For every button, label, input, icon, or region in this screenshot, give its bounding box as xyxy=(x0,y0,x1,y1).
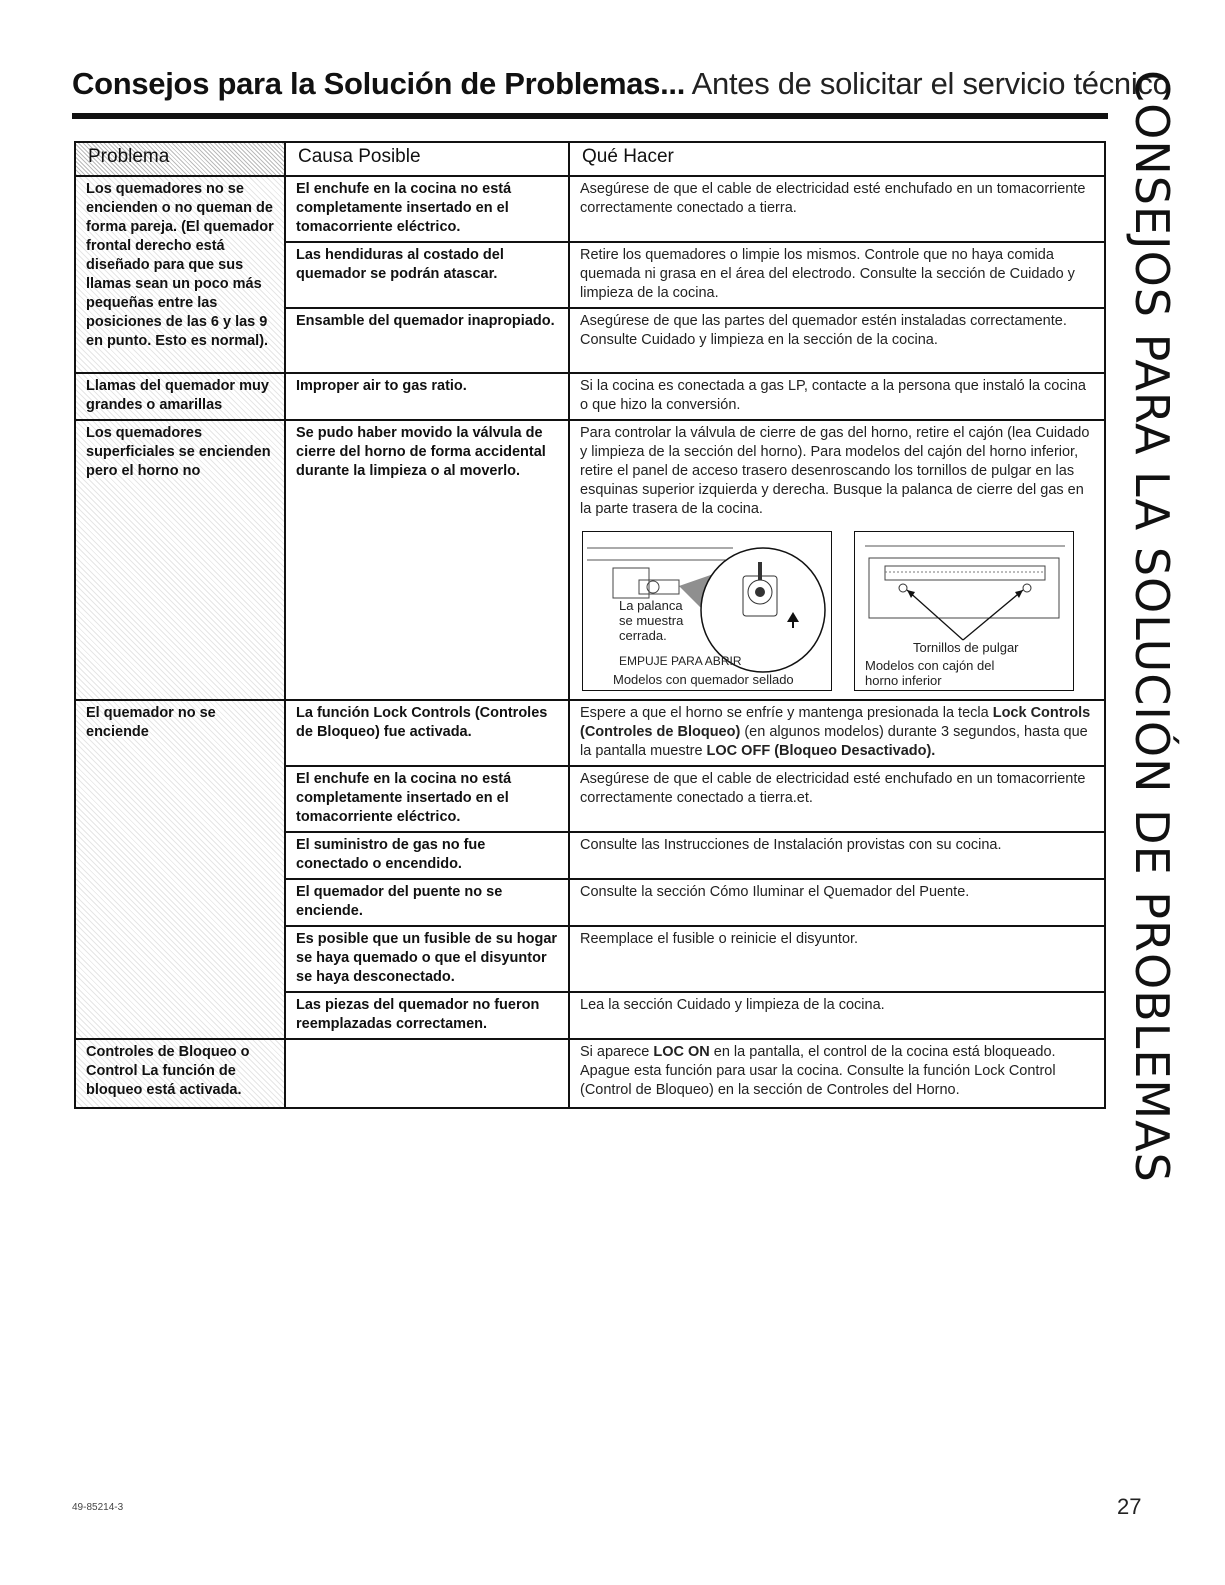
table-row xyxy=(75,176,1105,242)
lever-line-2: se muestra xyxy=(619,613,684,628)
table-row xyxy=(75,373,1105,420)
side-label-text: CONSEJOS PARA LA SOLUCIÓN DE PROBLEMAS xyxy=(1125,70,1179,1183)
title-light: Antes de solicitar el servicio técnico xyxy=(685,66,1170,101)
what-text: Para controlar la válvula de cierre de gas del horno, retire el cajón (lea Cuidado y limpieza de la sección del horno). Para modelos del cajón del horno inferior, retire el panel de acceso trasero desenroscando los tornillos de pulgar en las esquinas superior izquierda y derecha. Busque la palanca de cierre del gas en la parte trasera de la cocina. xyxy=(580,425,1090,517)
push-caption: EMPUJE PARA ABRIR xyxy=(619,654,742,668)
header-problem: Problema xyxy=(75,142,285,176)
cause-cell: El quemador del puente no se enciende. xyxy=(285,879,569,926)
document-code: 49-85214-3 xyxy=(72,1502,124,1513)
screws-caption: Tornillos de pulgar xyxy=(913,640,1019,655)
what-bold: Lock Controls (Controles de Bloqueo) xyxy=(580,705,1091,740)
troubleshooting-table xyxy=(74,141,1106,1109)
cause-cell: Se pudo haber movido la válvula de cierre del horno de forma accidental durante la limpieza o al moverlo. xyxy=(285,420,569,700)
what-cell xyxy=(569,700,1105,766)
drawer-models-caption xyxy=(865,658,994,688)
header-what: Qué Hacer xyxy=(569,142,1105,176)
what-text: Si aparece xyxy=(580,1044,654,1060)
cause-cell: La función Lock Controls (Controles de Bloqueo) fue activada. xyxy=(285,700,569,766)
what-text: en la pantalla, el control de la cocina está bloqueado. Apague esta función para usar la cocina. Consulte la función Lock Control (Control de Bloqueo) en la sección de Controles del Horno. xyxy=(580,1044,1056,1098)
what-cell: Asegúrese de que el cable de electricidad esté enchufado en un tomacorriente correctamente conectado a tierra. xyxy=(569,176,1105,242)
cause-cell: El enchufe en la cocina no está completamente insertado en el tomacorriente eléctrico. xyxy=(285,766,569,832)
cause-cell: Es posible que un fusible de su hogar se haya quemado o que el disyuntor se haya desconectado. xyxy=(285,926,569,992)
what-cell: Retire los quemadores o limpie los mismos. Controle que no haya comida quemada ni grasa en el área del electrodo. Consulte la sección de Cuidado y limpieza de la cocina. xyxy=(569,242,1105,308)
what-cell xyxy=(569,1039,1105,1108)
header-cause: Causa Posible xyxy=(285,142,569,176)
drawer-models-line-1: Modelos con cajón del xyxy=(865,658,995,673)
title-rule xyxy=(72,113,1108,119)
what-cell: Consulte las Instrucciones de Instalación provistas con su cocina. xyxy=(569,832,1105,879)
what-text: (en algunos modelos) durante 3 segundos, hasta que la pantalla muestre xyxy=(580,724,1088,759)
what-cell xyxy=(569,420,1105,700)
what-cell: Asegúrese de que las partes del quemador estén instaladas correctamente. Consulte Cuidado y limpieza en la sección de la cocina. xyxy=(569,308,1105,373)
sealed-burner-figure xyxy=(582,531,832,691)
drawer-models-line-2: horno inferior xyxy=(865,673,942,688)
lower-drawer-figure xyxy=(854,531,1074,691)
page-title xyxy=(72,66,1170,102)
problem-cell: Llamas del quemador muy grandes o amarillas xyxy=(75,373,285,420)
table-header-row xyxy=(75,142,1105,176)
lever-caption xyxy=(619,598,683,643)
problem-cell: Los quemadores no se encienden o no queman de forma pareja. (El quemador frontal derecho está diseñado para que sus llamas sean un poco más pequeñas entre las posiciones de las 6 y las 9 en punto. Esto es normal). xyxy=(75,176,285,373)
what-bold: LOC ON xyxy=(653,1044,710,1060)
cause-cell: Las piezas del quemador no fueron reemplazadas correctamen. xyxy=(285,992,569,1039)
cause-cell xyxy=(285,1039,569,1108)
what-cell: Si la cocina es conectada a gas LP, contacte a la persona que instaló la cocina o que hizo la conversión. xyxy=(569,373,1105,420)
title-bold: Consejos para la Solución de Problemas... xyxy=(72,66,686,101)
cause-cell: Ensamble del quemador inapropiado. xyxy=(285,308,569,373)
cause-cell: El suministro de gas no fue conectado o encendido. xyxy=(285,832,569,879)
figures xyxy=(582,531,1096,691)
what-cell: Asegúrese de que el cable de electricidad esté enchufado en un tomacorriente correctamente conectado a tierra.et. xyxy=(569,766,1105,832)
cause-cell: El enchufe en la cocina no está completamente insertado en el tomacorriente eléctrico. xyxy=(285,176,569,242)
table-row xyxy=(75,1039,1105,1108)
table-row xyxy=(75,420,1105,700)
problem-cell: Controles de Bloqueo o Control La función de bloqueo está activada. xyxy=(75,1039,285,1108)
side-section-label xyxy=(1125,70,1193,1183)
problem-cell: El quemador no se enciende xyxy=(75,700,285,1039)
problem-cell: Los quemadores superficiales se encienden pero el horno no xyxy=(75,420,285,700)
page-number: 27 xyxy=(1117,1494,1142,1519)
sealed-models-caption: Modelos con quemador sellado xyxy=(613,672,794,687)
what-text: Espere a que el horno se enfríe y mantenga presionada la tecla xyxy=(580,705,993,721)
lever-line-3: cerrada. xyxy=(619,628,667,643)
what-cell: Consulte la sección Cómo Iluminar el Quemador del Puente. xyxy=(569,879,1105,926)
lever-line-1: La palanca xyxy=(619,598,683,613)
table-row xyxy=(75,700,1105,766)
cause-cell: Improper air to gas ratio. xyxy=(285,373,569,420)
cause-cell: Las hendiduras al costado del quemador se podrán atascar. xyxy=(285,242,569,308)
what-bold: LOC OFF (Bloqueo Desactivado). xyxy=(706,743,936,759)
what-cell: Lea la sección Cuidado y limpieza de la cocina. xyxy=(569,992,1105,1039)
what-cell: Reemplace el fusible o reinicie el disyuntor. xyxy=(569,926,1105,992)
